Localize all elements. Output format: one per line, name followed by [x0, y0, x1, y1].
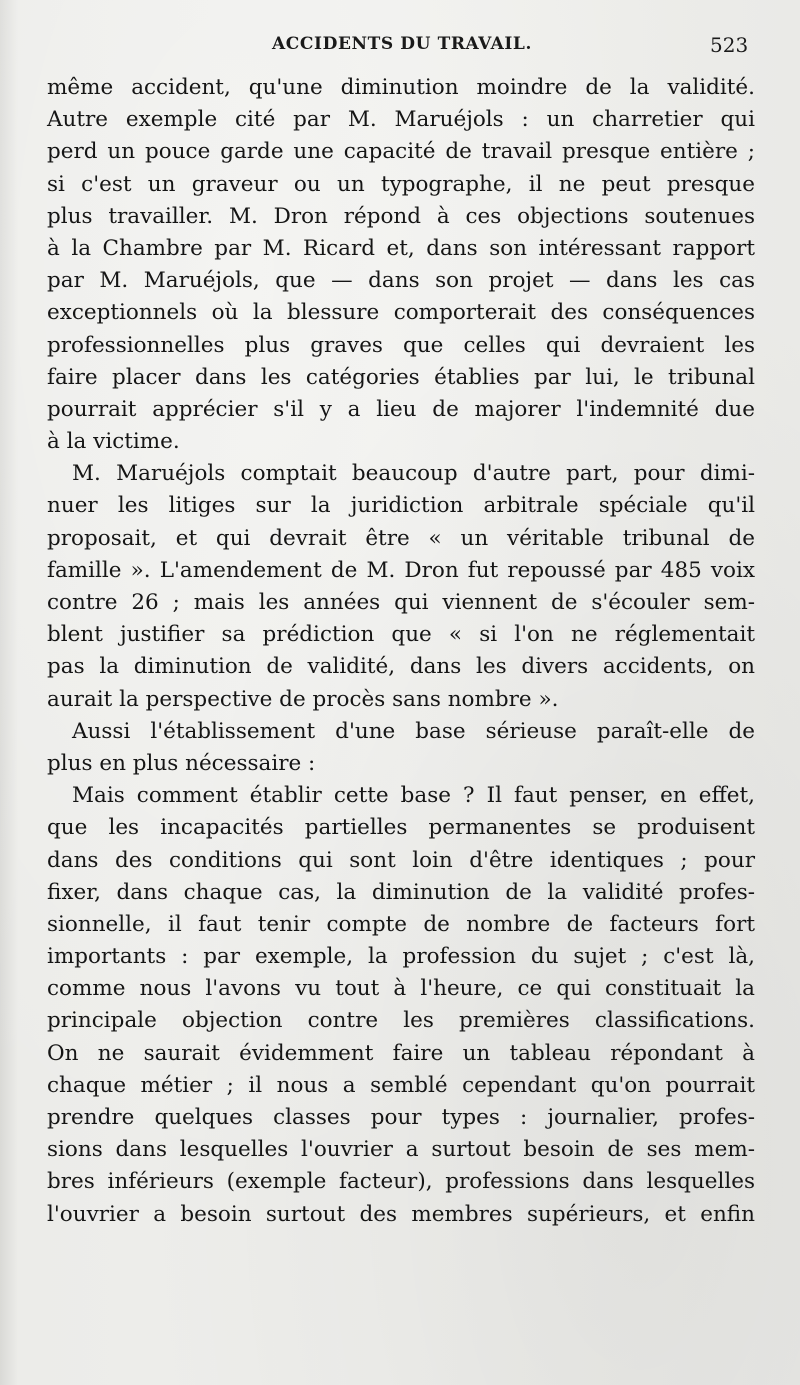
text-line: par M. Maruéjols, que — dans son projet — dans les cas	[47, 268, 755, 294]
text-line: On ne saurait évidemment faire un tableau répondant à	[47, 1040, 755, 1066]
text-line: exceptionnels où la blessure comporterait des conséquences	[47, 300, 755, 326]
text-line: contre 26 ; mais les années qui viennent de s'écouler sem-	[47, 590, 755, 615]
body-text	[47, 72, 755, 1231]
text-line: si c'est un graveur ou un typographe, il ne peut presque	[47, 171, 755, 197]
text-line: à la Chambre par M. Ricard et, dans son intéressant rapport	[47, 235, 755, 261]
text-line: plus travailler. M. Dron répond à ces objections soutenues	[47, 203, 755, 229]
text-line: comme nous l'avons vu tout à l'heure, ce qui constituait la	[47, 976, 755, 1002]
text-line: bres inférieurs (exemple facteur), professions dans lesquelles	[47, 1169, 755, 1195]
page-header	[0, 34, 800, 64]
text-line: faire placer dans les catégories établies par lui, le tribunal	[47, 364, 755, 390]
text-line: proposait, et qui devrait être « un véritable tribunal de	[47, 525, 755, 551]
text-line: dans des conditions qui sont loin d'être identiques ; pour	[47, 847, 755, 873]
text-line: plus en plus nécessaire :	[47, 750, 316, 776]
text-line: pas la diminution de validité, dans les divers accidents, on	[47, 654, 755, 680]
paragraph-start-line: Mais comment établir cette base ? Il faut penser, en effet,	[72, 783, 755, 809]
text-line: sions dans lesquelles l'ouvrier a surtout besoin de ses mem-	[47, 1137, 755, 1163]
text-line: sionnelle, il faut tenir compte de nombre de facteurs fort	[47, 911, 755, 937]
text-line: importants : par exemple, la profession du sujet ; c'est là,	[47, 944, 755, 970]
text-line: professionnelles plus graves que celles qui devraient les	[47, 332, 755, 358]
text-line: blent justifier sa prédiction que « si l'on ne réglementait	[47, 622, 755, 648]
running-head: ACCIDENTS DU TRAVAIL.	[272, 34, 532, 54]
text-line: perd un pouce garde une capacité de travail presque entière ;	[47, 139, 755, 165]
text-line: fixer, dans chaque cas, la diminution de la validité profes-	[47, 879, 755, 905]
text-line: que les incapacités partielles permanentes se produisent	[47, 815, 755, 841]
text-line: à la victime.	[47, 429, 180, 455]
paragraph-start-line: Aussi l'établissement d'une base sérieuse paraît-elle de	[72, 718, 755, 744]
page-number: 523	[710, 33, 749, 57]
text-line: pourrait apprécier s'il y a lieu de majorer l'indemnité due	[47, 396, 755, 422]
text-line: chaque métier ; il nous a semblé cependant qu'on pourrait	[47, 1072, 755, 1098]
text-line: prendre quelques classes pour types : journalier, profes-	[47, 1105, 755, 1130]
text-line: aurait la perspective de procès sans nombre ».	[47, 686, 559, 712]
paragraph-start-line: M. Maruéjols comptait beaucoup d'autre part, pour dimi-	[72, 461, 755, 487]
text-line: Autre exemple cité par M. Maruéjols : un charretier qui	[47, 107, 755, 133]
text-line: principale objection contre les premières classifications.	[47, 1008, 755, 1034]
text-line: nuer les litiges sur la juridiction arbitrale spéciale qu'il	[47, 493, 755, 519]
text-line: l'ouvrier a besoin surtout des membres supérieurs, et enfin	[47, 1201, 755, 1227]
text-line: famille ». L'amendement de M. Dron fut repoussé par 485 voix	[47, 557, 755, 583]
text-line: même accident, qu'une diminution moindre de la validité.	[47, 75, 755, 100]
